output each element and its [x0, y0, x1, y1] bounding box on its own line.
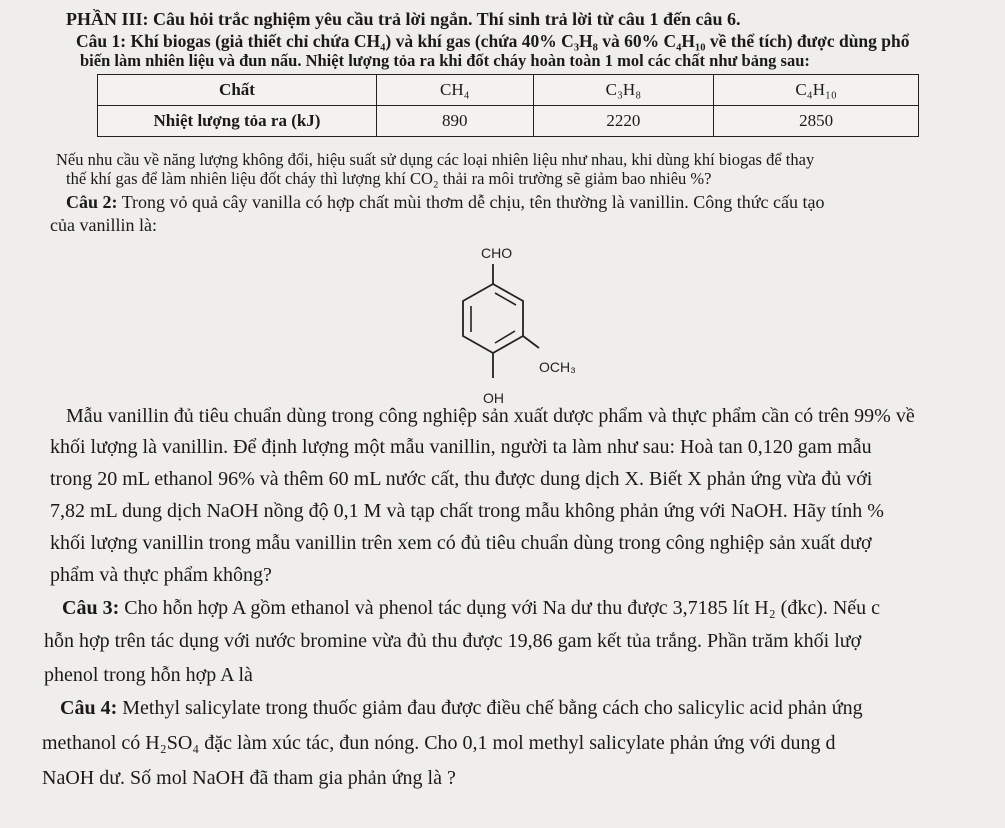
table-row-label: Nhiệt lượng tỏa ra (kJ) [98, 106, 377, 137]
table-header-label: Chất [98, 75, 377, 106]
q1-line3: Nếu nhu cầu về năng lượng không đổi, hiệu suất sử dụng các loại nhiên liệu như nhau, khi dùng khí biogas để thay [56, 150, 815, 169]
q3-line1: Câu 3: Cho hỗn hợp A gồm ethanol và phenol tác dụng với Na dư thu được 3,7185 lít H₂ (đkc). Nếu c [62, 597, 881, 619]
q4-label: Câu 4: [60, 697, 118, 719]
q2-p6: phẩm và thực phẩm không? [50, 564, 272, 586]
table-cell: 2850 [714, 106, 919, 137]
group-och3: OCH₃ [539, 359, 576, 375]
q2-p3: trong 20 mL ethanol 96% và thêm 60 mL nước cất, thu được dung dịch X. Biết X phản ứng vừa đủ với [50, 468, 873, 490]
q2-line2: của vanillin là: [50, 215, 157, 235]
q1-line2: biến làm nhiên liệu và đun nấu. Nhiệt lượng tỏa ra khi đốt cháy hoàn toàn 1 mol các chất như bảng sau: [80, 51, 810, 70]
q1-label: Câu 1: [76, 31, 127, 51]
group-cho: CHO [481, 245, 513, 261]
section-title: PHẦN III: Câu hỏi trắc nghiệm yêu cầu trả lời ngắn. Thí sinh trả lời từ câu 1 đến câu 6. [66, 9, 741, 29]
q3-label: Câu 3: [62, 597, 120, 619]
q2-line1: Câu 2: Trong vỏ quả cây vanilla có hợp chất mùi thơm dễ chịu, tên thường là vanillin. Công thức cấu tạo [66, 192, 825, 212]
table-row [98, 75, 919, 106]
q2-p1: Mẫu vanillin đủ tiêu chuẩn dùng trong công nghiệp sản xuất dược phẩm và thực phẩm cần có trên 99% về [66, 405, 915, 427]
q4-line1: Câu 4: Methyl salicylate trong thuốc giảm đau được điều chế bằng cách cho salicylic acid phản ứng [60, 697, 863, 719]
group-oh: OH [483, 390, 504, 406]
q4-line3: NaOH dư. Số mol NaOH đã tham gia phản ứng là ? [42, 767, 456, 789]
table-cell: C₃H₈ [533, 75, 714, 106]
q3-line3: phenol trong hỗn hợp A là [44, 664, 253, 686]
table-row [98, 106, 919, 137]
q2-p5: khối lượng vanillin trong mẫu vanillin trên xem có đủ tiêu chuẩn dùng trong công nghiệp sản xuất dượ [50, 532, 872, 554]
q2-p2: khối lượng là vanillin. Để định lượng một mẫu vanillin, người ta làm như sau: Hoà tan 0,120 gam mẫu [50, 436, 872, 458]
table-cell: 890 [377, 106, 534, 137]
table-cell: CH₄ [377, 75, 534, 106]
q1-line1: Câu 1: Khí biogas (giả thiết chỉ chứa CH₄) và khí gas (chứa 40% C₃H₈ và 60% C₄H₁₀ về thể tích) được dùng phổ [76, 31, 910, 51]
q1-line4: thế khí gas để làm nhiên liệu đốt cháy thì lượng khí CO₂ thải ra môi trường sẽ giảm bao nhiêu %? [66, 169, 712, 188]
table-cell: C₄H₁₀ [714, 75, 919, 106]
q4-line2: methanol có H₂SO₄ đặc làm xúc tác, đun nóng. Cho 0,1 mol methyl salicylate phản ứng với dung d [42, 732, 836, 754]
q2-p4: 7,82 mL dung dịch NaOH nồng độ 0,1 M và tạp chất trong mẫu không phản ứng với NaOH. Hãy tính % [50, 500, 884, 522]
q3-line2: hỗn hợp trên tác dụng với nước bromine vừa đủ thu được 19,86 gam kết tủa trắng. Phần trăm khối lượ [44, 630, 862, 652]
table-cell: 2220 [533, 106, 714, 137]
heat-table [97, 74, 919, 137]
q2-label: Câu 2: [66, 192, 118, 212]
vanillin-structure [415, 240, 615, 420]
